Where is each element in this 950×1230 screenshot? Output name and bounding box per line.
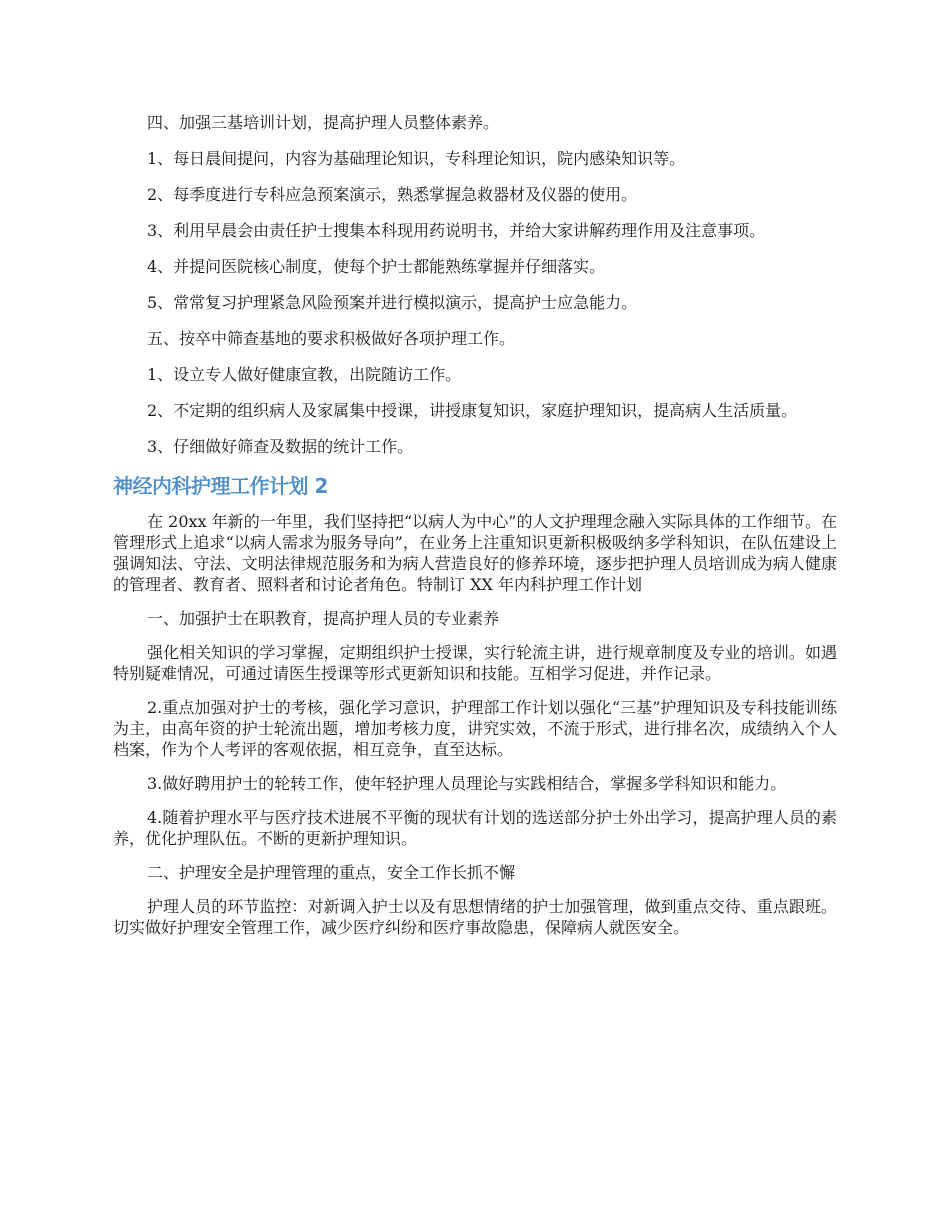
body-paragraph: 3.做好聘用护士的轮转工作，使年轻护理人员理论与实践相结合，掌握多学科知识和能力。 [147,774,787,793]
body-paragraph: 强化相关知识的学习掌握，定期组织护士授课，实行轮流主讲，进行规章制度及专业的培训。如遇特别疑难情况，可通过请医生授课等形式更新知识和技能。互相学习促进，并作记录。 [113,643,837,683]
list-item: 5、常常复习护理紧急风险预案并进行模拟演示，提高护士应急能力。 [147,293,638,312]
section-heading-four: 四、加强三基培训计划，提高护理人员整体素养。 [147,113,500,132]
document-heading: 神经内科护理工作计划 2 [113,474,328,498]
section-heading-one: 一、加强护士在职教育，提高护理人员的专业素养 [147,609,500,628]
plan-section-continued [113,112,837,457]
section-heading-two: 二、护理安全是护理管理的重点，安全工作长抓不懈 [147,863,516,882]
list-item: 3、利用早晨会由责任护士搜集本科现用药说明书，并给大家讲解药理作用及注意事项。 [147,221,766,240]
body-paragraph: 护理人员的环节监控：对新调入护士以及有思想情绪的护士加强管理，做到重点交待、重点跟班。切实做好护理安全管理工作，减少医疗纠纷和医疗事故隐患，保障病人就医安全。 [113,897,837,937]
list-item: 2、不定期的组织病人及家属集中授课，讲授康复知识，家庭护理知识，提高病人生活质量。 [147,401,798,420]
plan-section-two [113,511,837,938]
document-content [113,112,837,951]
list-item: 2、每季度进行专科应急预案演示，熟悉掌握急救器材及仪器的使用。 [147,185,638,204]
list-item: 3、仔细做好筛查及数据的统计工作。 [147,437,414,456]
list-item: 4、并提问医院核心制度，使每个护士都能熟练掌握并仔细落实。 [147,257,606,276]
intro-paragraph: 在 20xx 年新的一年里，我们坚持把“以病人为中心”的人文护理理念融入实际具体的工作细节。在管理形式上追求“以病人需求为服务导向”，在业务上注重知识更新积极吸纳多学科知识，在队伍建设上强调知法、守法、文明法律规范服务和为病人营造良好的修养环境，逐步把护理人员培训成为病人健康的管理者、教育者、照料者和讨论者角色。特制订 XX 年内科护理工作计划 [113,512,837,594]
section-heading-five: 五、按卒中筛查基地的要求积极做好各项护理工作。 [147,329,516,348]
list-item: 1、每日晨间提问，内容为基础理论知识，专科理论知识，院内感染知识等。 [147,149,686,168]
body-paragraph: 4.随着护理水平与医疗技术进展不平衡的现状有计划的选送部分护士外出学习，提高护理人员的素养，优化护理队伍。不断的更新护理知识。 [113,808,837,848]
list-item: 1、设立专人做好健康宣教，出院随访工作。 [147,365,462,384]
body-paragraph: 2.重点加强对护士的考核，强化学习意识，护理部工作计划以强化“三基”护理知识及专科技能训练为主，由高年资的护士轮流出题，增加考核力度，讲究实效，不流于形式，进行排名次，成绩纳入个人档案，作为个人考评的客观依据，相互竞争，直至达标。 [113,698,837,759]
